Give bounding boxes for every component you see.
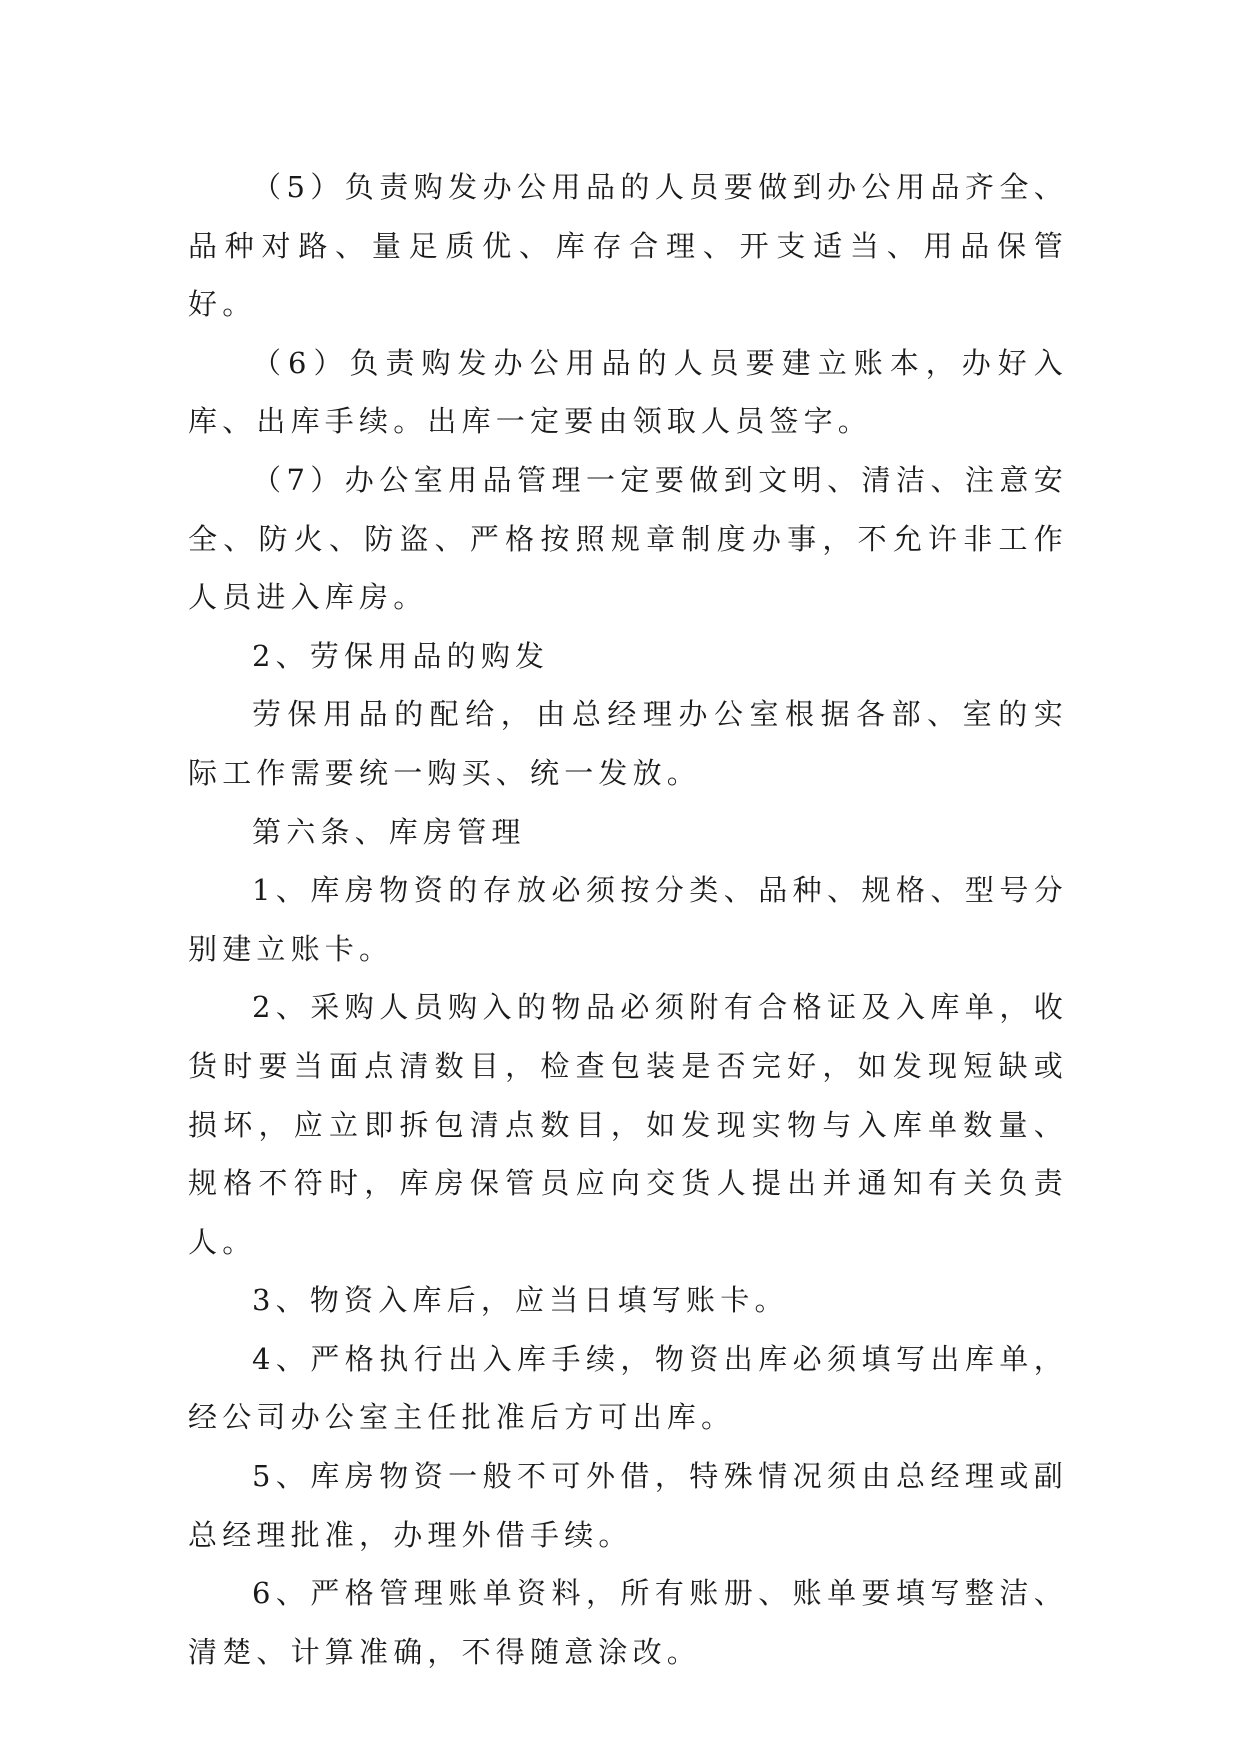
warehouse-rule-2: 2、采购人员购入的物品必须附有合格证及入库单，收货时要当面点清数目，检查包装是否完好，如发现短缺或损坏，应立即拆包清点数目，如发现实物与入库单数量、规格不符时，库房保管员应向交货人提出并通知有关负责人。 [188,990,1068,1259]
paragraph-item-7: （7）办公室用品管理一定要做到文明、清洁、注意安全、防火、防盗、严格按照规章制度办事，不允许非工作人员进入库房。 [188,462,1068,615]
warehouse-rule-5: 5、库房物资一般不可外借，特殊情况须由总经理或副总经理批准，办理外借手续。 [188,1459,1068,1552]
paragraph-labor-supplies: 劳保用品的配给，由总经理办公室根据各部、室的实际工作需要统一购买、统一发放。 [188,697,1068,790]
paragraph-item-6: （6）负责购发办公用品的人员要建立账本，办好入库、出库手续。出库一定要由领取人员签字。 [188,345,1068,439]
warehouse-rule-3: 3、物资入库后，应当日填写账卡。 [252,1283,789,1318]
document-body [188,158,1068,1681]
warehouse-rule-4: 4、严格执行出入库手续，物资出库必须填写出库单，经公司办公室主任批准后方可出库。 [188,1341,1068,1435]
warehouse-rule-1: 1、库房物资的存放必须按分类、品种、规格、型号分别建立账卡。 [188,873,1068,966]
section-heading-labor-supplies: 2、劳保用品的购发 [252,638,550,673]
paragraph-item-5: （5）负责购发办公用品的人员要做到办公用品齐全、品种对路、量足质优、库存合理、开支适当、用品保管好。 [188,170,1068,322]
article-heading-warehouse: 第六条、库房管理 [252,814,526,849]
warehouse-rule-6: 6、严格管理账单资料，所有账册、账单要填写整洁、清楚、计算准确，不得随意涂改。 [188,1576,1068,1669]
